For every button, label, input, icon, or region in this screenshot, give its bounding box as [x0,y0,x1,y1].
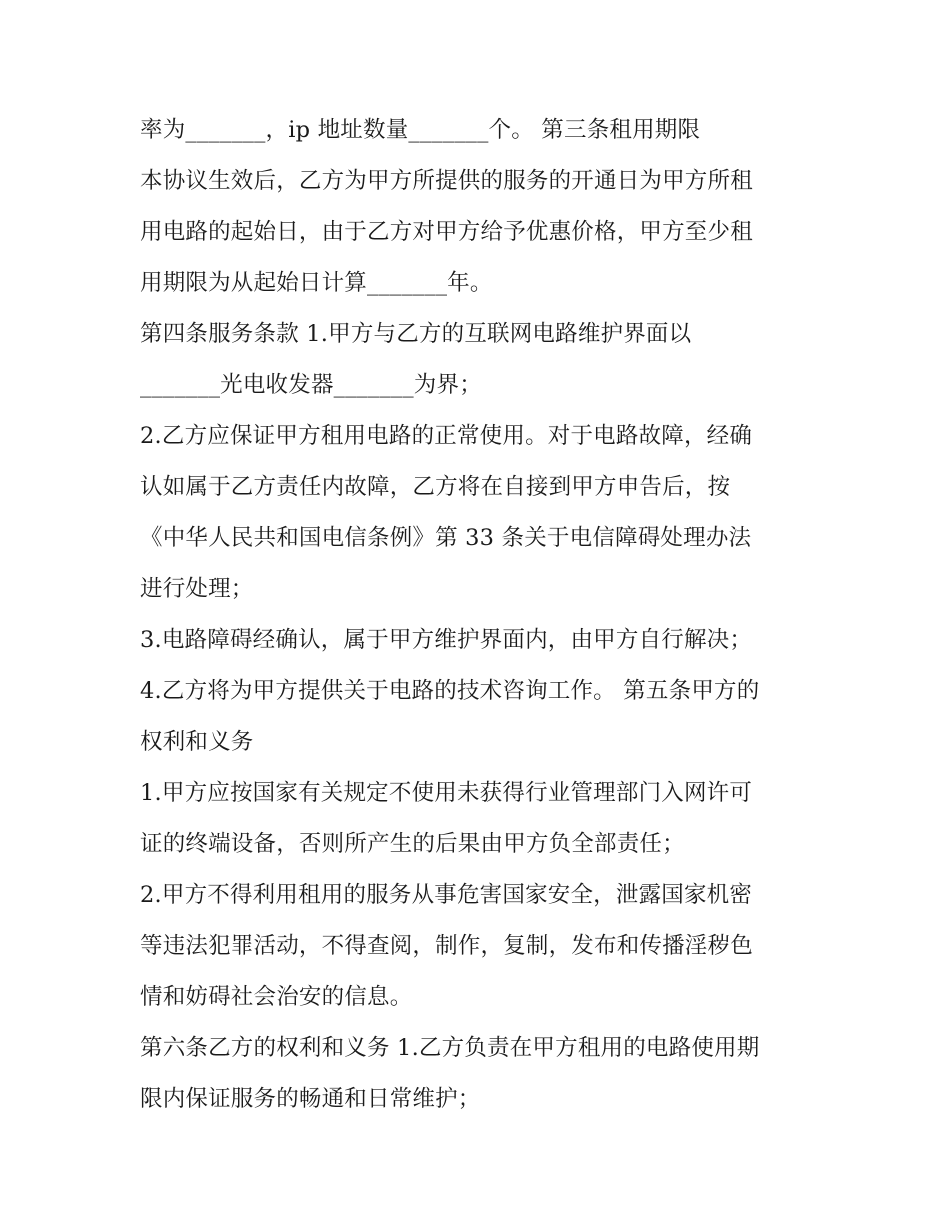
text-line: 限内保证服务的畅通和日常维护； [140,1086,481,1112]
text-line: 2.甲方不得利用租用的服务从事危害国家安全，泄露国家机密 [140,882,753,908]
text-line: 第六条乙方的权利和义务 1.乙方负责在甲方租用的电路使用期 [140,1035,760,1061]
text-line: 2.乙方应保证甲方租用电路的正常使用。对于电路故障，经确 [140,423,753,449]
text-line: 第四条服务条款 1.甲方与乙方的互联网电路维护界面以 [140,321,692,347]
text-line: 用期限为从起始日计算_______年。 [140,270,493,296]
text-line: 情和妨碍社会治安的信息。 [140,984,413,1010]
text-line: 用电路的起始日，由于乙方对甲方给予优惠价格，甲方至少租 [140,219,753,245]
text-line: 等违法犯罪活动，不得查阅，制作，复制，发布和传播淫秽色 [140,933,753,959]
text-line: 3.电路障碍经确认，属于甲方维护界面内，由甲方自行解决； [140,627,753,653]
text-line: 率为_______，ip 地址数量_______个。 第三条租用期限 [140,117,701,143]
text-line: 权利和义务 [140,729,254,755]
text-line: 进行处理； [140,576,254,602]
text-line: 本协议生效后，乙方为甲方所提供的服务的开通日为甲方所租 [140,168,753,194]
text-line: _______光电收发器_______为界； [140,372,482,398]
document-body [140,105,820,1125]
text-line: 1.甲方应按国家有关规定不使用未获得行业管理部门入网许可 [140,780,753,806]
text-line: 证的终端设备，否则所产生的后果由甲方负全部责任； [140,831,685,857]
text-line: 4.乙方将为甲方提供关于电路的技术咨询工作。 第五条甲方的 [140,678,760,704]
text-line: 认如属于乙方责任内故障，乙方将在自接到甲方申告后，按 [140,474,731,500]
text-line: 《中华人民共和国电信条例》第 33 条关于电信障碍处理办法 [140,525,752,551]
